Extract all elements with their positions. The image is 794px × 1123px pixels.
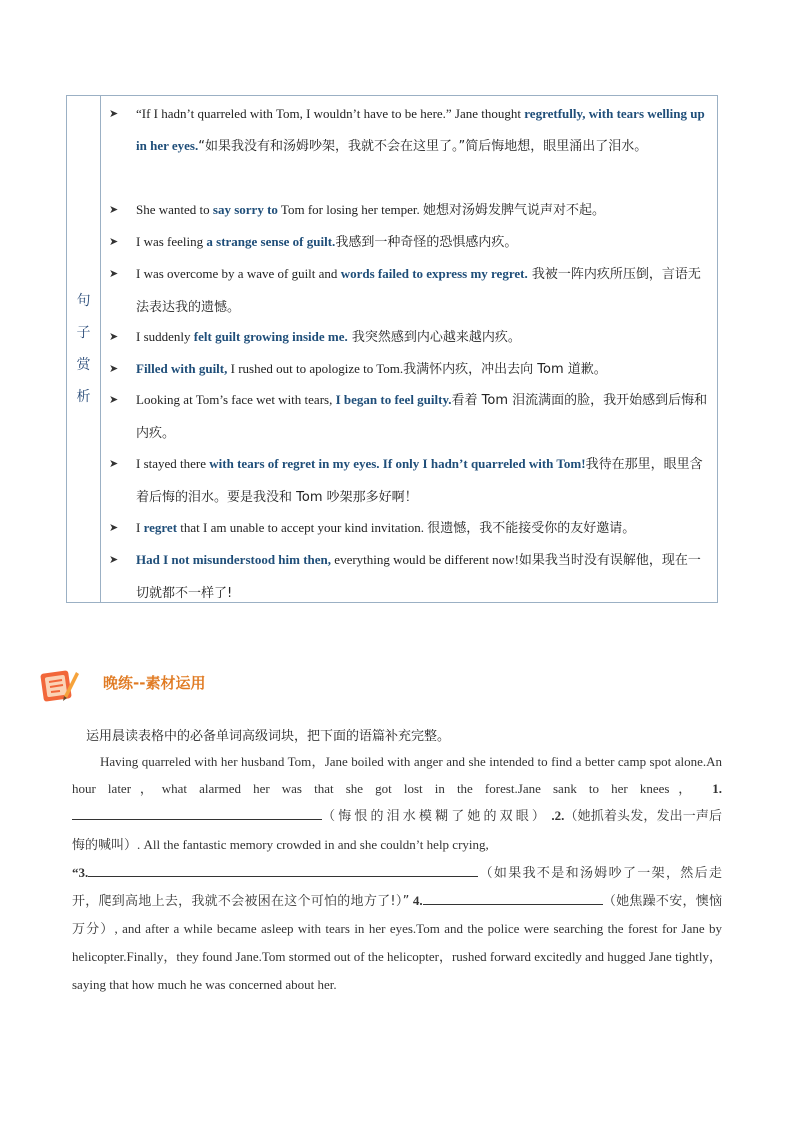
highlight-phrase: with tears of regret in my eyes. If only I hadn’t quarreled with Tom! [209, 456, 586, 471]
table-row [101, 194, 717, 226]
instruction-text: 运用晨读表格中的必备单词高级词块，把下面的语篇补充完整。 [86, 729, 451, 744]
arrow-bullet-icon: ➤ [109, 362, 119, 375]
highlight-phrase: words failed to express my regret. [340, 266, 528, 281]
sentence-part: I rushed out to apologize to Tom. [227, 361, 404, 376]
sentence-text [136, 98, 709, 163]
sentence-text [136, 544, 709, 610]
table-row [101, 353, 717, 384]
sentence-text [136, 512, 709, 545]
sentence-text [136, 321, 709, 354]
blank-3[interactable] [88, 862, 478, 877]
table-row [101, 98, 717, 194]
highlight-phrase: regretfully, with tears welling up in her eyes. [136, 106, 705, 153]
chinese-translation: 看着 Tom 泪流满面的脸，我开始感到后悔和内疚。 [136, 393, 708, 441]
arrow-bullet-icon: ➤ [109, 203, 119, 216]
blank-hint: （她抓着头发，发出一声后悔的喊叫） [72, 809, 722, 853]
table-row [101, 258, 717, 321]
arrow-bullet-icon: ➤ [109, 107, 119, 120]
passage-text: Having quarreled with her husband Tom，Jane boiled with anger and she intended to find a better camp spot alone.An hour later，what alarmed her was that she got lost in the forest.Jane sank to her knees， [72, 754, 722, 797]
sentence-text [136, 226, 709, 259]
table-row [101, 512, 717, 544]
chinese-translation: 如果我当时没有误解他，现在一切就都不一样了! [136, 553, 701, 601]
blank-1[interactable] [72, 805, 322, 820]
table-row [101, 448, 717, 512]
blank-number: .2. [551, 808, 565, 824]
sentence-part: I suddenly [136, 329, 194, 344]
chinese-translation: 我满怀内疚，冲出去向 Tom 道歉。 [403, 362, 607, 377]
chinese-translation: “如果我没有和汤姆吵架，我就不会在这里了。”简后悔地想，眼里涌出了泪水。 [198, 139, 648, 154]
sentence-part: “If I hadn’t quarreled with Tom, I wouldn’t have to be here.” Jane thought [136, 106, 525, 121]
chinese-translation: 很遗憾，我不能接受你的友好邀请。 [427, 521, 636, 536]
chinese-translation: 我突然感到内心越来越内疚。 [347, 330, 521, 345]
chinese-translation: 她想对汤姆发脾气说声对不起。 [422, 203, 605, 218]
sentence-text [136, 448, 709, 514]
chinese-translation: 我被一阵内疚所压倒，言语无法表达我的遗憾。 [136, 267, 701, 315]
side-char: 赏 [76, 357, 91, 373]
table-rows [101, 96, 717, 602]
table-row [101, 544, 717, 606]
highlight-phrase: regret [143, 520, 178, 535]
arrow-bullet-icon: ➤ [109, 330, 119, 343]
highlight-phrase: Filled with guilt, [136, 361, 228, 376]
passage [72, 748, 722, 998]
highlight-phrase: felt guilt growing inside me. [193, 329, 348, 344]
arrow-bullet-icon: ➤ [109, 235, 119, 248]
sentence-part: I [136, 520, 144, 535]
side-char: 子 [76, 325, 91, 341]
arrow-bullet-icon: ➤ [109, 553, 119, 566]
table-row [101, 226, 717, 258]
side-char: 句 [76, 293, 91, 309]
sentence-part: everything would be different now! [331, 552, 519, 567]
sentence-text [136, 353, 709, 386]
arrow-bullet-icon: ➤ [109, 457, 119, 470]
highlight-phrase: say sorry to [212, 202, 278, 217]
table-row [101, 321, 717, 353]
chinese-translation: 我待在那里，眼里含着后悔的泪水。要是我没和 Tom 吵架那多好啊！ [136, 457, 703, 505]
passage-text: . All the fantastic memory crowded in and she couldn’t help crying, [137, 836, 489, 852]
highlight-phrase: a strange sense of guilt. [206, 234, 336, 249]
sentence-analysis-table [66, 95, 718, 603]
sentence-part: I stayed there [136, 456, 210, 471]
table-row [101, 384, 717, 448]
sentence-part: She wanted to [136, 202, 213, 217]
notebook-pencil-icon [40, 666, 80, 704]
sentence-part: Looking at Tom’s face wet with tears, [136, 392, 336, 407]
highlight-phrase: I began to feel guilty. [335, 392, 452, 407]
sentence-part: that I am unable to accept your kind invitation. [177, 520, 428, 535]
arrow-bullet-icon: ➤ [109, 521, 119, 534]
table-side-label [67, 96, 101, 602]
blank-number: 1. [712, 781, 723, 797]
sentence-part: Tom for losing her temper. [277, 202, 423, 217]
blank-4[interactable] [423, 890, 603, 905]
section-title: 晚练--素材运用 [103, 674, 206, 692]
passage-text: , and after a while became asleep with tears in her eyes.Tom and the police were searching the forest for Jane by helicopter.Finally，they found Jane.Tom stormed out of the helicopter，rushed forward excitedly and hugged Jane tightly，saying that how much he was concerned about her. [72, 921, 723, 992]
blank-hint: （如果我不是和汤姆吵了一架，然后走开，爬到高地上去，我就不会被困在这个可怕的地方了!）” [72, 865, 722, 910]
arrow-bullet-icon: ➤ [109, 393, 119, 406]
blank-hint: （她焦躁不安，懊恼万分） [72, 894, 722, 938]
sentence-text [136, 384, 709, 450]
blank-number: 4. [412, 893, 423, 909]
chinese-translation: 我感到一种奇怪的恐惧感内疚。 [335, 235, 518, 250]
sentence-part: I was overcome by a wave of guilt and [136, 266, 341, 281]
blank-number: “3. [72, 864, 89, 880]
sentence-part: I was feeling [136, 234, 207, 249]
sentence-text [136, 258, 709, 324]
sentence-text [136, 194, 709, 227]
highlight-phrase: Had I not misunderstood him then, [136, 552, 332, 567]
side-char: 析 [76, 389, 91, 405]
blank-hint: （悔恨的泪水模糊了她的双眼） [322, 809, 548, 825]
arrow-bullet-icon: ➤ [109, 267, 119, 280]
